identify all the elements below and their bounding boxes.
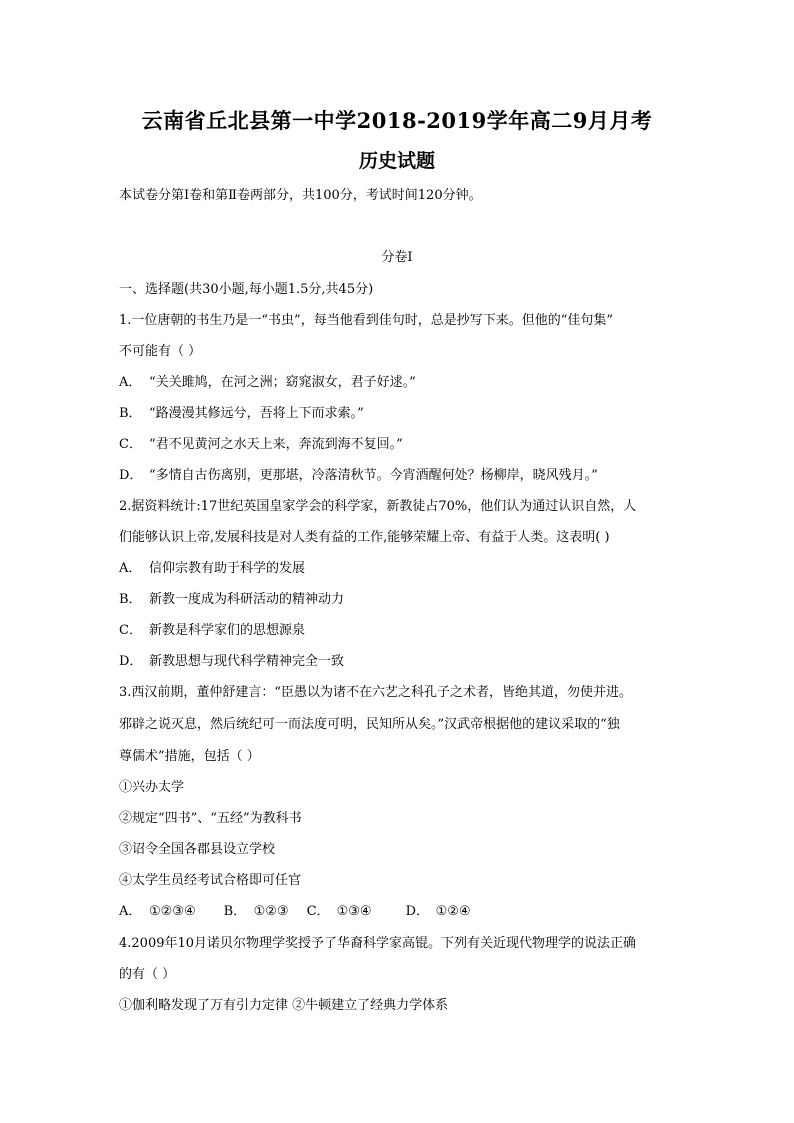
exam-intro: 本试卷分第Ⅰ卷和第Ⅱ卷两部分，共100分，考试时间120分钟。 [119,188,482,203]
option-text: “路漫漫其修远兮，吾将上下而求索。” [149,406,364,421]
q2-option-d [119,654,344,670]
document-subtitle: 历史试题 [358,150,435,172]
q4-stem-line-1: 4.2009年10月诺贝尔物理学奖授予了华裔科学家高锟。下列有关近现代物理学的说法正确 [119,936,637,951]
q4-items: ①伽利略发现了万有引力定律 ②牛顿建立了经典力学体系 [119,998,449,1013]
q4-stem-line-2: 的有（ ） [119,967,176,982]
option-text: “多情自古伤离别，更那堪，冷落清秋节。今宵酒醒何处？杨柳岸，晓风残月。” [149,468,598,483]
option-letter-c: C． [306,904,330,919]
q3-item-1: ①兴办太学 [119,780,185,795]
q1-option-d [119,468,598,484]
option-text: 新教是科学家们的思想源泉 [149,623,306,638]
q1-option-c [119,437,403,453]
option-text: 新教一度成为科研活动的精神动力 [149,592,345,607]
option-text: 新教思想与现代科学精神完全一致 [149,654,345,669]
document-title: 云南省丘北县第一中学2018-2019学年高二9月月考 [141,108,653,133]
option-text-b: ①②③ [253,904,289,919]
option-text-c: ①③④ [336,904,372,919]
option-letter-d: D． [405,904,429,919]
option-letter: A． [119,561,142,576]
q1-option-b [119,406,364,422]
option-letter: D． [119,468,143,483]
q2-stem-line-2: 们能够认识上帝,发展科技是对人类有益的工作,能够荣耀上帝、有益于人类。这表明( ) [119,530,610,545]
section-heading: 分卷I [381,250,413,265]
q1-stem-line-1: 1.一位唐朝的书生乃是一“书虫”，每当他看到佳句时，总是抄写下来。但他的“佳句集” [119,313,613,328]
option-letter: B． [119,592,142,607]
q3-item-2: ②规定“四书”、“五经”为教科书 [119,811,302,826]
part-heading: 一、选择题(共30小题,每小题1.5分,共45分) [119,282,374,297]
q3-options [119,904,471,920]
q3-stem-line-1: 3.西汉前期，董仲舒建言：“臣愚以为诸不在六艺之科孔子之术者，皆绝其道，勿使并进。 [119,685,633,700]
q2-stem-line-1: 2.据资料统计:17世纪英国皇家学会的科学家，新教徒占70%，他们认为通过认识自然，人 [119,499,637,514]
q3-item-3: ③诏令全国各郡县设立学校 [119,842,276,857]
option-text: 信仰宗教有助于科学的发展 [149,561,306,576]
q2-option-b [119,592,344,608]
q1-stem-line-2: 不可能有（ ） [119,344,202,359]
option-text: “君不见黄河之水天上来，奔流到海不复回。” [149,437,403,452]
option-text-a: ①②③④ [149,904,196,919]
option-letter: C． [119,623,142,638]
option-letter: C． [119,437,142,452]
q2-option-a [119,561,305,577]
option-letter: D． [119,654,143,669]
q3-item-4: ④太学生员经考试合格即可任官 [119,873,302,888]
option-letter-b: B． [223,904,247,919]
option-letter-a: A． [119,904,142,919]
q1-option-a [119,375,416,391]
option-letter: A． [119,375,142,390]
q2-option-c [119,623,305,639]
option-text: “关关雎鸠，在河之洲；窈窕淑女，君子好逑。” [149,375,416,390]
q3-stem-line-2: 邪辟之说灭息，然后统纪可一而法度可明，民知所从矣。”汉武帝根据他的建议采取的“独 [119,717,620,732]
q3-stem-line-3: 尊儒术”措施，包括（ ） [119,749,260,764]
option-letter: B． [119,406,142,421]
option-text-d: ①②④ [435,904,471,919]
